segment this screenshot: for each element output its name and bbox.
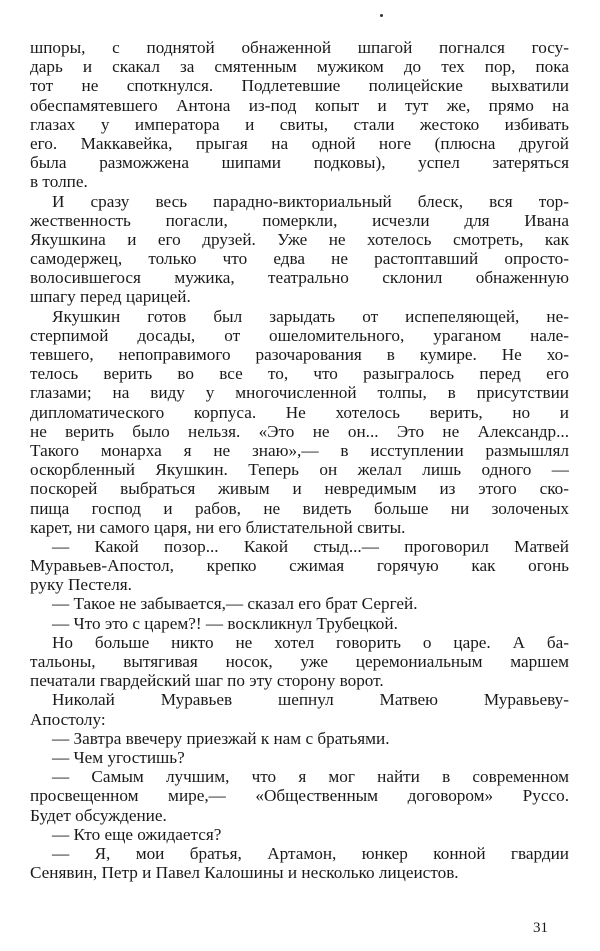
text-line: поскорей выбраться живым и невредимым из этого ско- <box>30 479 569 499</box>
text-line: Сенявин, Петр и Павел Калошины и несколько лицеистов. <box>30 863 459 883</box>
text-line: самодержец, только что едва не растоптавший опросто- <box>30 249 569 269</box>
text-line: — Завтра ввечеру приезжай к нам с братьями. <box>52 728 390 748</box>
text-line: глазах у императора и свиты, стали жестоко избивать <box>30 114 569 134</box>
text-line: руку Пестеля. <box>30 575 132 595</box>
text-line: пища господ и рабов, не видеть больше ни золоченых <box>30 498 569 518</box>
text-line: Муравьев-Апостол, крепко сжимая горячую как огонь <box>30 556 569 576</box>
book-page-text <box>30 38 569 882</box>
text-line: печатали гвардейский шаг по эту сторону ворот. <box>30 671 384 691</box>
text-line: И сразу весь парадно-викториальный блеск, вся тор- <box>52 191 569 211</box>
text-line: Якушкина и его друзей. Уже не хотелось смотреть, как <box>30 229 569 249</box>
text-line: тальоны, вытягивая носок, уже церемониальным маршем <box>30 652 569 671</box>
text-line: тот не споткнулся. Подлетевшие полицейские выхватили <box>30 76 569 96</box>
text-line: — Чем угостишь? <box>52 747 185 767</box>
text-line: — Самым лучшим, что я мог найти в современном <box>52 767 569 787</box>
text-line: тевшего, непоправимого разочарования в кумире. Не хо- <box>30 345 569 364</box>
text-line: Такого монарха я не знаю»,— в исступлении размышлял <box>30 440 569 460</box>
text-line: волосившегося мужика, театрально склонил обнаженную <box>30 268 569 288</box>
text-line: дарь и скакал за смятенным мужиком до тех пор, пока <box>30 57 569 77</box>
text-line: Якушкин готов был зарыдать от испепеляющей, не- <box>52 306 569 326</box>
text-line: в толпе. <box>30 172 88 192</box>
text-line: глазами; на виду у многочисленной толпы, в присутствии <box>30 383 569 403</box>
text-line: шпоры, с поднятой обнаженной шпагой погнался госу- <box>30 38 569 57</box>
text-line: жественность погасли, померкли, исчезли для Ивана <box>30 210 569 230</box>
text-line: шпагу перед царицей. <box>30 287 191 307</box>
text-line: обеспамятевшего Антона из-под копыт и тут же, прямо на <box>30 95 569 115</box>
text-line: оскорбленный Якушкин. Теперь он желал лишь одного — <box>30 460 569 480</box>
text-line: — Я, мои братья, Артамон, юнкер конной гвардии <box>52 843 569 863</box>
scan-speck <box>380 14 383 17</box>
text-line: его. Маккавейка, прыгая на одной ноге (плюсна другой <box>30 133 569 153</box>
text-line: стерпимой досады, от ошеломительного, ураганом нале- <box>30 325 569 345</box>
text-line: Николай Муравьев шепнул Матвею Муравьеву- <box>52 690 569 710</box>
text-line: телось верить во все то, что разыгралось перед его <box>30 364 569 384</box>
text-line: — Что это с царем?! — воскликнул Трубецкой. <box>52 613 398 633</box>
text-line: Но больше никто не хотел говорить о царе. А ба- <box>52 632 569 652</box>
text-line: — Какой позор... Какой стыд...— проговорил Матвей <box>52 536 569 556</box>
text-line: не верить было нельзя. «Это не он... Это не Александр... <box>30 421 569 441</box>
page-number: 31 <box>533 920 548 936</box>
text-line: Апостолу: <box>30 709 106 729</box>
text-line: была разможжена шипами подковы), успел затеряться <box>30 153 569 173</box>
text-line: просвещенном мире,— «Общественным договором» Руссо. <box>30 786 569 806</box>
text-line: — Такое не забывается,— сказал его брат Сергей. <box>52 594 418 614</box>
text-line: — Кто еще ожидается? <box>52 824 222 844</box>
text-line: карет, ни самого царя, ни его блистательной свиты. <box>30 517 406 537</box>
text-line: дипломатического корпуса. Не хотелось верить, но и <box>30 402 569 422</box>
text-line: Будет обсуждение. <box>30 805 167 825</box>
